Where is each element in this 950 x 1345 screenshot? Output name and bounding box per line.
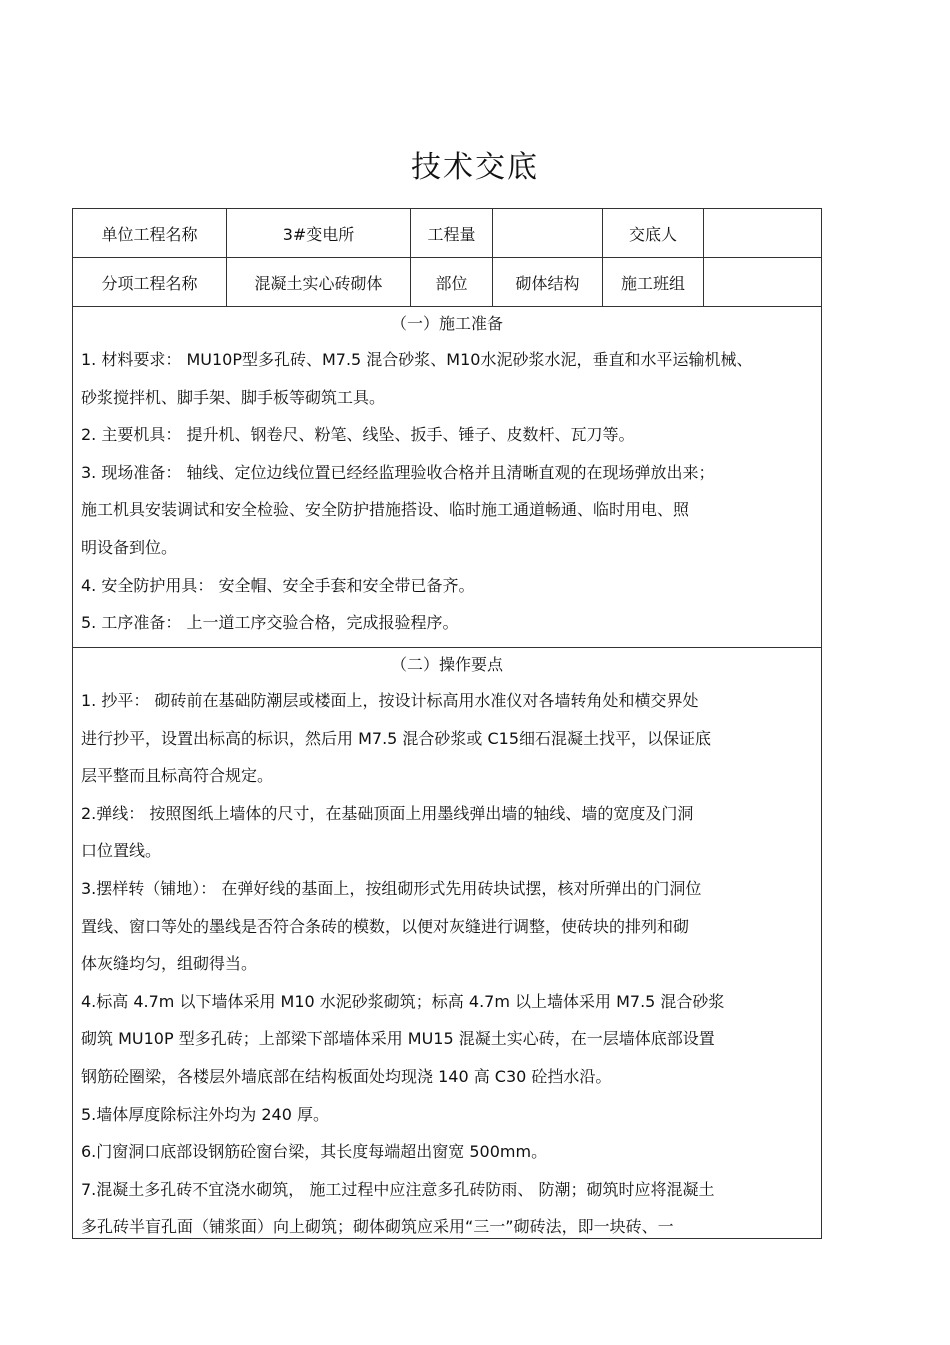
location-value: 砌体结构 bbox=[493, 258, 603, 307]
text-line: 1. 材料要求： MU10P型多孔砖、M7.5 混合砂浆、M10水泥砂浆水泥，垂直和水平运输机械、 bbox=[81, 350, 753, 369]
text-line: 砂浆搅拌机、脚手架、脚手板等砌筑工具。 bbox=[81, 387, 386, 407]
text-line: 钢筋砼圈梁，各楼层外墙底部在结构板面处均现浇 140 高 C30 砼挡水沿。 bbox=[81, 1066, 612, 1086]
discloser-label: 交底人 bbox=[603, 209, 704, 258]
unit-project-value: 3#变电所 bbox=[227, 209, 411, 258]
text-line: 明设备到位。 bbox=[81, 537, 178, 557]
quantity-value bbox=[493, 209, 603, 258]
section-title: （一）施工准备 bbox=[390, 314, 503, 333]
section-preparation-row bbox=[73, 307, 822, 648]
location-label: 部位 bbox=[411, 258, 493, 307]
text-line: 多孔砖半盲孔面（铺浆面）向上砌筑；砌体砌筑应采用“三一”砌砖法，即一块砖、一 bbox=[81, 1217, 674, 1237]
section-operation bbox=[73, 648, 822, 1239]
text-line: 4. 安全防护用具： 安全帽、安全手套和安全带已备齐。 bbox=[81, 575, 475, 595]
section-title: （二）操作要点 bbox=[390, 655, 503, 674]
text-line: 砌筑 MU10P 型多孔砖；上部梁下部墙体采用 MU15 混凝土实心砖，在一层墙体底部设置 bbox=[81, 1029, 715, 1049]
text-line: 5. 工序准备： 上一道工序交验合格，完成报验程序。 bbox=[81, 613, 459, 633]
quantity-label: 工程量 bbox=[411, 209, 493, 258]
sub-project-label: 分项工程名称 bbox=[73, 258, 227, 307]
unit-project-label: 单位工程名称 bbox=[73, 209, 227, 258]
text-line: 6.门窗洞口底部设钢筋砼窗台梁，其长度每端超出窗宽 500mm。 bbox=[81, 1142, 548, 1162]
text-line: 1. 抄平： 砌砖前在基础防潮层或楼面上，按设计标高用水准仪对各墙转角处和横交界处 bbox=[81, 691, 699, 710]
sub-project-value: 混凝土实心砖砌体 bbox=[227, 258, 411, 307]
header-row-2 bbox=[73, 258, 822, 307]
text-line: 口位置线。 bbox=[81, 841, 162, 861]
document-title: 技术交底 bbox=[411, 150, 539, 185]
text-line: 施工机具安装调试和安全检验、安全防护措施搭设、临时施工通道畅通、临时用电、照 bbox=[81, 500, 690, 520]
text-line: 层平整而且标高符合规定。 bbox=[81, 766, 274, 786]
team-label: 施工班组 bbox=[603, 258, 704, 307]
text-line: 7.混凝土多孔砖不宜浇水砌筑， 施工过程中应注意多孔砖防雨、 防潮；砌筑时应将混凝土 bbox=[81, 1179, 715, 1199]
text-line: 置线、窗口等处的墨线是否符合条砖的模数，以便对灰缝进行调整，使砖块的排列和砌 bbox=[81, 916, 690, 936]
team-value bbox=[704, 258, 822, 307]
header-row-1 bbox=[73, 209, 822, 258]
text-line: 3.摆样转（铺地）： 在弹好线的基面上，按组砌形式先用砖块试摆，核对所弹出的门洞位 bbox=[81, 878, 702, 898]
disclosure-table bbox=[72, 208, 822, 1239]
text-line: 2. 主要机具： 提升机、钢卷尺、粉笔、线坠、扳手、锤子、皮数杆、瓦刀等。 bbox=[81, 425, 635, 445]
text-line: 3. 现场准备： 轴线、定位边线位置已经经监理验收合格并且清晰直观的在现场弹放出来； bbox=[81, 462, 715, 482]
text-line: 5.墙体厚度除标注外均为 240 厚。 bbox=[81, 1104, 329, 1124]
text-line: 进行抄平，设置出标高的标识，然后用 M7.5 混合砂浆或 C15细石混凝土找平，以保证底 bbox=[81, 728, 712, 748]
text-line: 4.标高 4.7m 以下墙体采用 M10 水泥砂浆砌筑；标高 4.7m 以上墙体采用 M7.5 混合砂浆 bbox=[81, 991, 725, 1011]
section-operation-row bbox=[73, 648, 822, 1239]
text-line: 2.弹线： 按照图纸上墙体的尺寸，在基础顶面上用墨线弹出墙的轴线、墙的宽度及门洞 bbox=[81, 803, 694, 823]
section-preparation bbox=[73, 307, 822, 648]
discloser-value bbox=[704, 209, 822, 258]
text-line: 体灰缝均匀，组砌得当。 bbox=[81, 954, 258, 974]
